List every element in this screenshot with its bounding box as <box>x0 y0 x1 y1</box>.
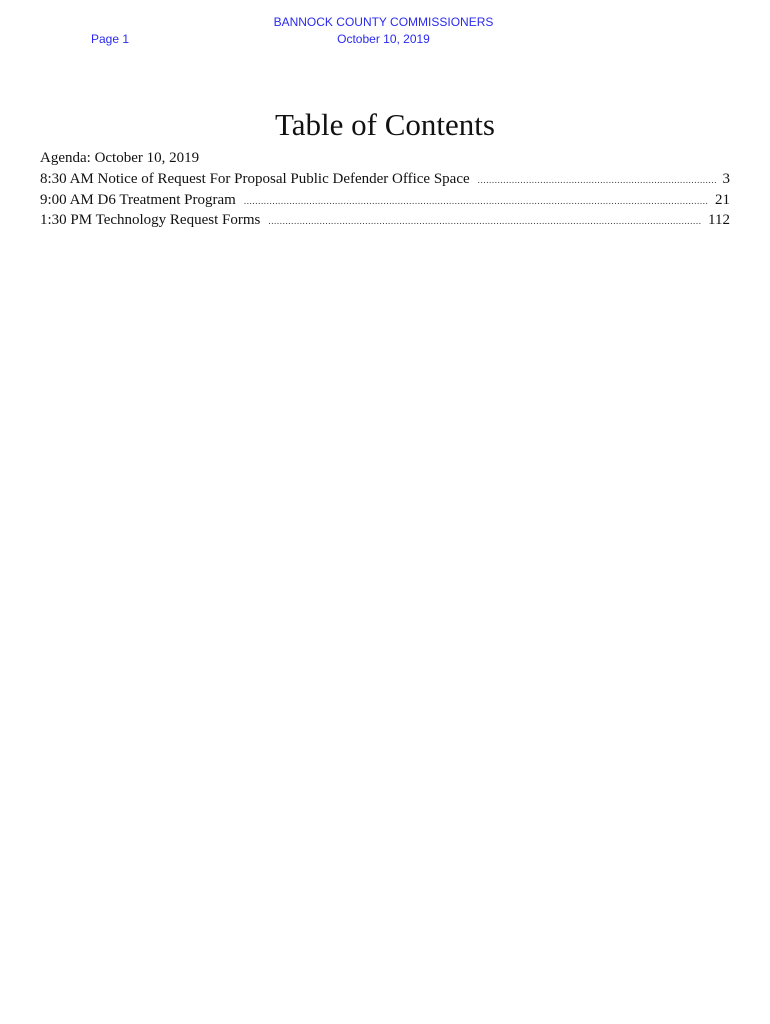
header-date: October 10, 2019 <box>337 32 430 46</box>
dot-leader <box>244 191 709 212</box>
toc-entry-label: 9:00 AM D6 Treatment Program <box>40 191 236 208</box>
toc-entry-label: 8:30 AM Notice of Request For Proposal Public Defender Office Space <box>40 171 470 187</box>
agenda-heading: Agenda: October 10, 2019 <box>40 150 200 166</box>
table-of-contents <box>40 148 730 231</box>
page-number-label: Page 1 <box>91 32 130 46</box>
header-organization: BANNOCK COUNTY COMMISSIONERS <box>273 15 494 29</box>
toc-entry[interactable] <box>40 210 730 231</box>
toc-entry[interactable] <box>40 169 730 190</box>
toc-entry-page: 3 <box>722 171 730 187</box>
toc-entry-page: 21 <box>715 191 730 208</box>
toc-entry-label: 1:30 PM Technology Request Forms <box>40 212 261 228</box>
toc-entry[interactable] <box>40 190 730 211</box>
dot-leader <box>478 170 717 191</box>
page-title: Table of Contents <box>275 107 495 142</box>
toc-entry-page: 112 <box>708 212 730 228</box>
dot-leader <box>268 211 702 232</box>
